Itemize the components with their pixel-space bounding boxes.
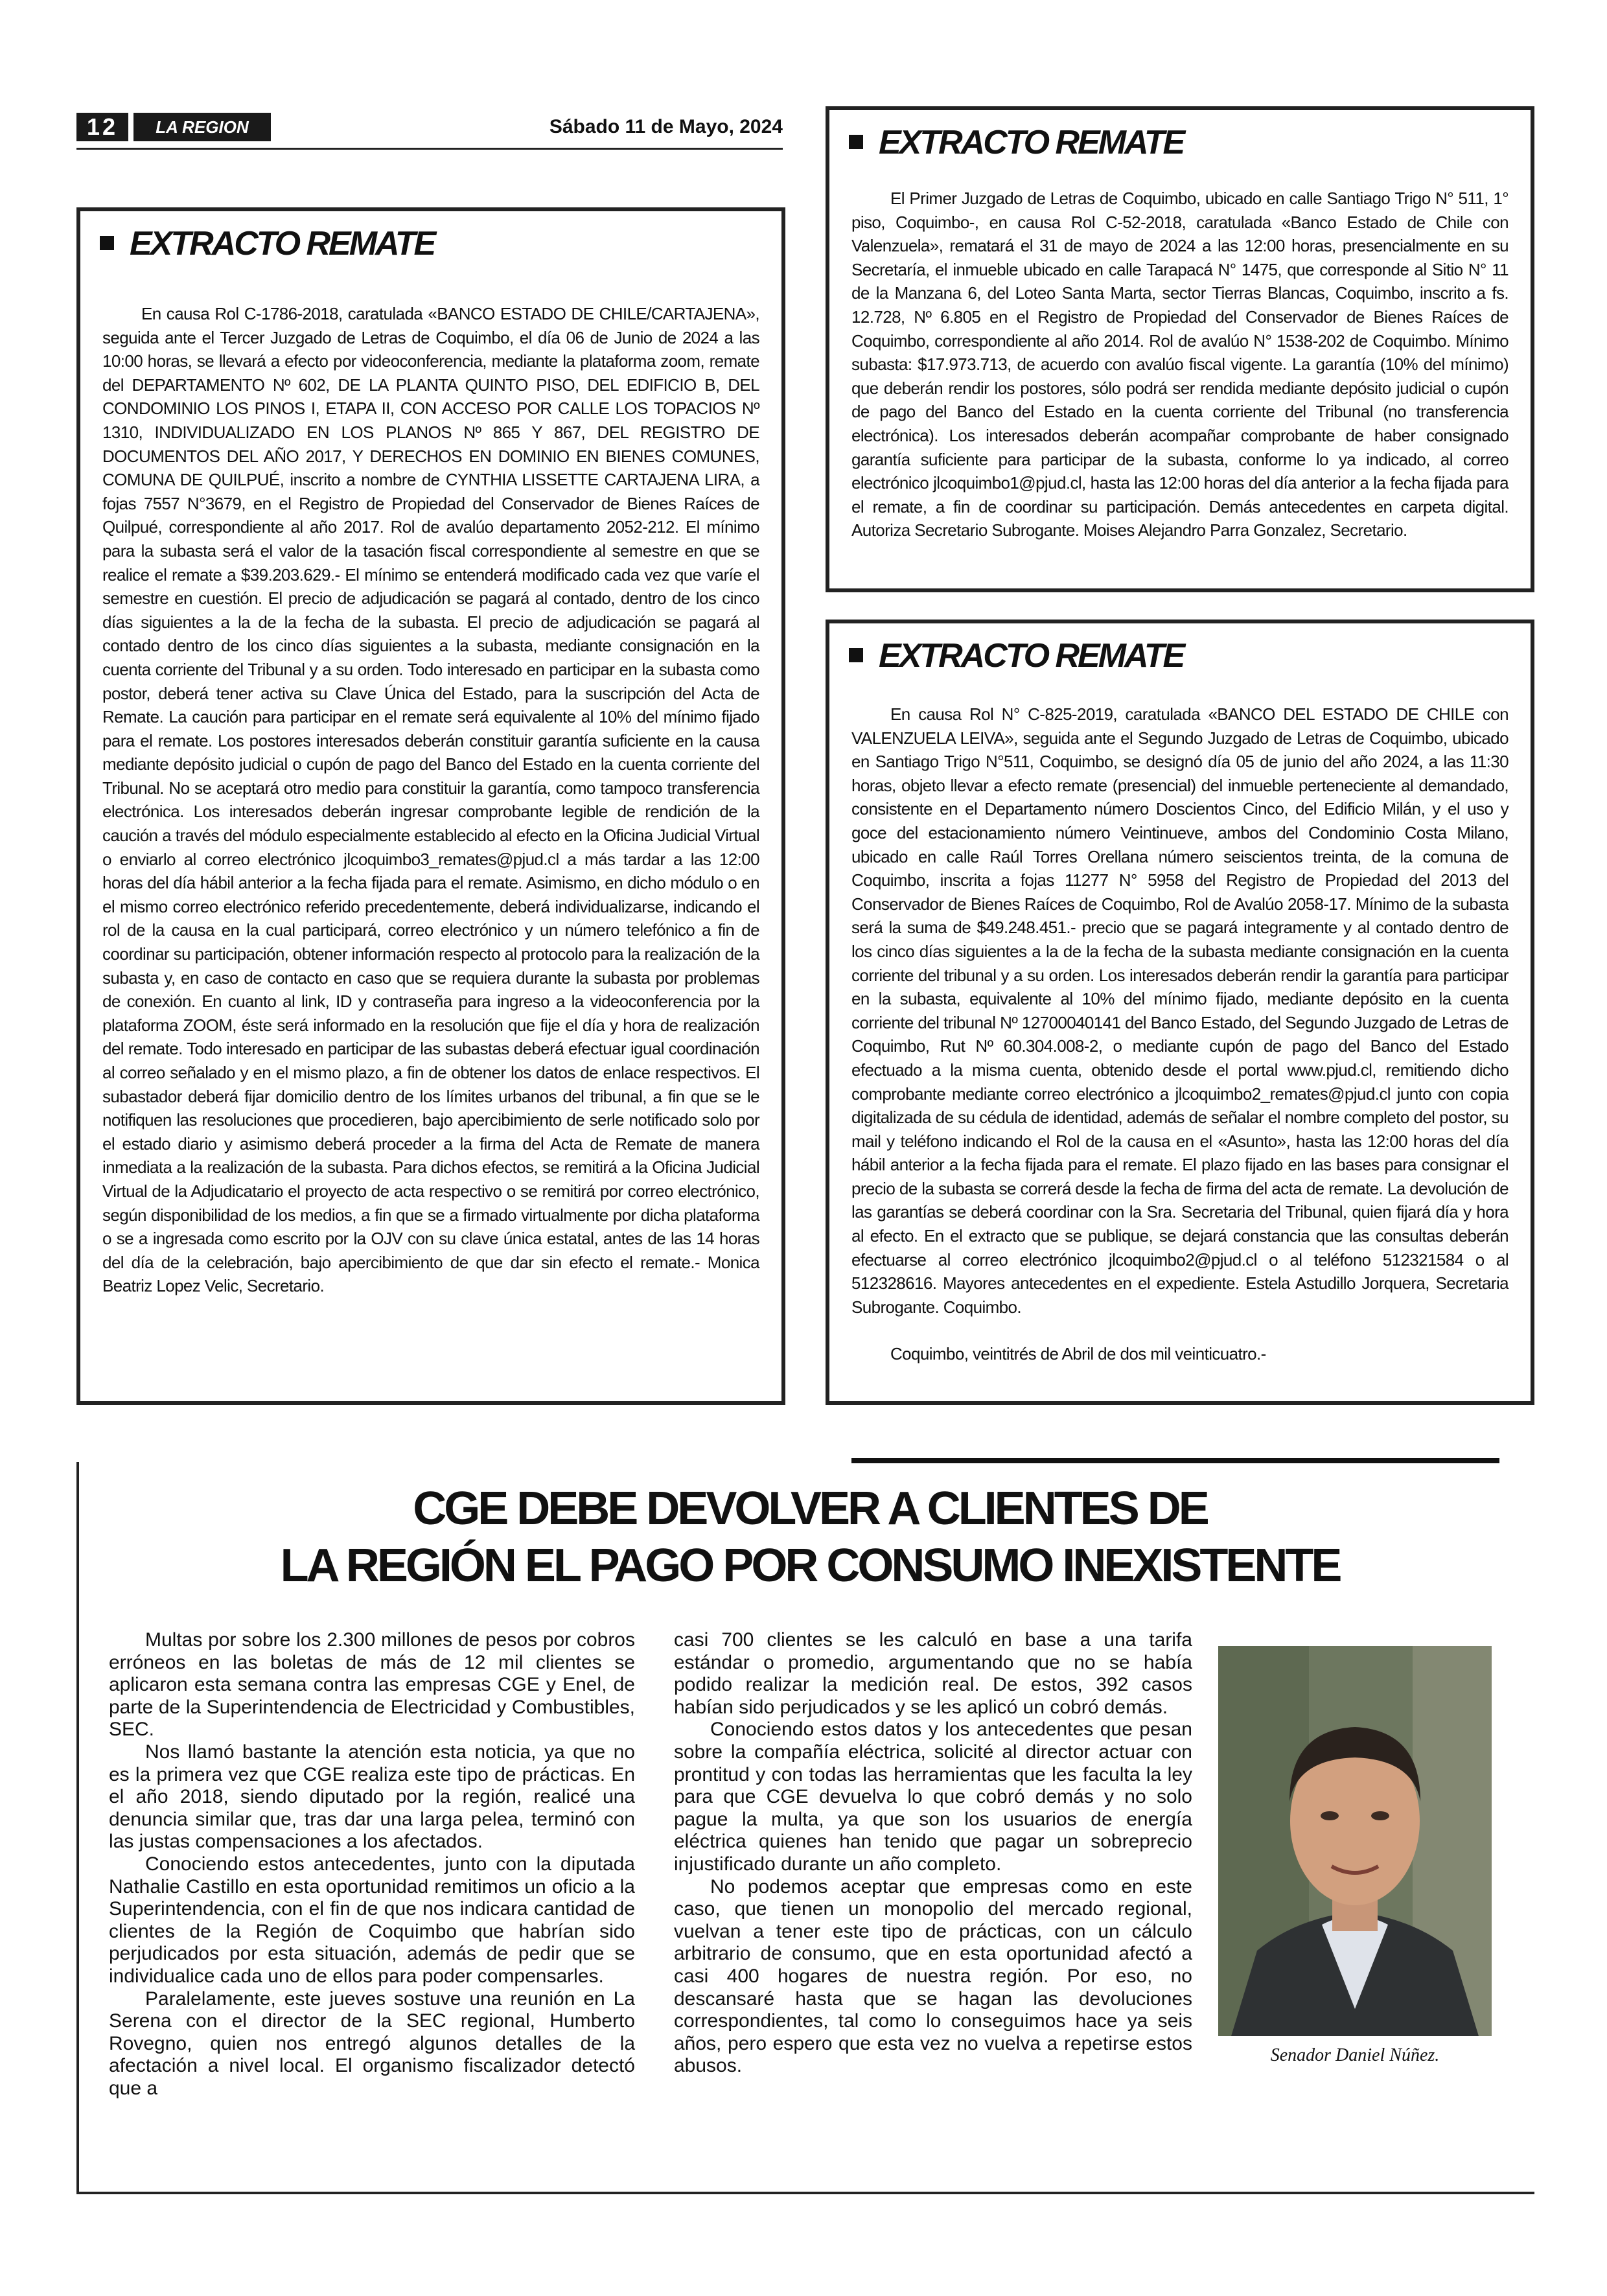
notice-remate-1	[76, 207, 785, 1405]
notice-body	[851, 187, 1509, 542]
notice-remate-3	[826, 620, 1534, 1405]
notice-paragraph: El Primer Juzgado de Letras de Coquimbo, ubicado en calle Santiago Trigo N° 511, 1° piso, Coquimbo-, en causa Rol C-52-2018, caratulada «Banco Estado de Chile con Valenzuela», rematará el 31 de mayo de 2024 a las 12:00 horas, presencialmente en su Secretaría, el inmueble ubicado en calle Tarapacá N° 1475, que corresponde al Sitio N° 11 de la Manzana 6, del Loteo Santa Marta, sector Tierras Blancas, Coquimbo, inscrito a fs. 12.728, Nº 6.805 en el Registro de Propiedad del Conservador de Bienes Raíces de Coquimbo, correspondiente al año 2014. Rol de avalúo N° 1538-202 de Coquimbo. Mínimo subasta: $17.973.713, de acuerdo con avalúo fiscal vigente. La garantía (10% del mínimo) que deberán rendir los postores, sólo podrá ser rendida mediante depósito judicial o cupón de pago del Banco del Estado en la cuenta corriente del Tribunal (no transferencia electrónica). Los interesados deberán acompañar comprobante de haber consignado garantía suficiente para participar de la subasta, conforme lo ya indicado, al correo electrónico jlcoquimbo1@pjud.cl, hasta las 12:00 horas del día anterior a la fecha fijada para el remate, a fin de coordinar su participación. Demás antecedentes en carpeta digital. Autoriza Secretario Subrogante. Moises Alejandro Parra Gonzalez, Secretario.	[851, 189, 1509, 540]
notice-title: EXTRACTO REMATE	[130, 225, 435, 262]
article-paragraph: Paralelamente, este jueves sostuve una reunión en La Serena con el director de la SEC regional, Humberto Rovegno, quien nos entregó algunos detalles de la afectación a nivel local. El organismo fiscalizador detectó que a	[109, 1988, 635, 2099]
square-bullet-icon	[849, 135, 863, 149]
notice-paragraph: En causa Rol C-1786-2018, caratulada «BANCO ESTADO DE CHILE/CARTAJENA», seguida ante el Tercer Juzgado de Letras de Coquimbo, el día 06 de Junio de 2024 a las 10:00 horas, se llevará a efecto por videoconferencia, mediante la plataforma zoom, remate del DEPARTAMENTO Nº 602, DE LA PLANTA QUINTO PISO, DEL EDIFICIO B, DEL CONDOMINIO LOS PINOS I, ETAPA II, CON ACCESO POR CALLE LOS TOPACIOS Nº 1310, INDIVIDUALIZADO EN LOS PLANOS Nº 865 Y 867, DEL REGISTRO DE DOCUMENTOS DEL AÑO 2017, Y DERECHOS EN DOMINIO EN BIENES COMUNES, COMUNA DE QUILPUÉ, inscrito a nombre de CYNTHIA LISSETTE CARTAJENA LIRA, a fojas 7557 N°3679, en el Registro de Propiedad del Conservador de Bienes Raíces de Quilpué, correspondiente al año 2017. Rol de avalúo departamento 2052-212. El mínimo para la subasta será el valor de la tasación fiscal correspondiente al semestre en que se realice el remate a $39.203.629.- El mínimo se entenderá modificado cada vez que varíe el semestre en cuestión. El precio de adjudicación se pagará al contado, dentro de los cinco días siguientes a la de la fecha de la subasta. El precio de adjudicación se pagará al contado dentro de los cinco días siguientes a la subasta, mediante consignación en la cuenta corriente del Tribunal y a su orden. Todo interesado en participar en la subasta como postor, deberá tener activa su Clave Única del Estado, para la suscripción del Acta de Remate. La caución para participar en el remate será equivalente al 10% del mínimo fijado para el remate. Los postores interesados deberán constituir garantía suficiente en la causa mediante depósito judicial o cupón de pago del Banco del Estado en la cuenta corriente del Tribunal. No se aceptará otro medio para constituir la garantía, como tampoco transferencia electrónica. Los interesados deberán ingresar comprobante legible de rendición de la caución a través del módulo especialmente establecido al efecto en la Oficina Judicial Virtual o enviarlo al correo electrónico jlcoquimbo3_remates@pjud.cl a más tardar a las 12:00 horas del día hábil anterior a la fecha fijada para el remate. Asimismo, en dicho módulo o en el mismo correo electrónico referido precedentemente, deberá individualizarse, indicando el rol de la causa en la cual participará, correo electrónico y un número telefónico a fin de coordinar su participación, obtener información respecto al protocolo para la realización de la subasta y, en caso de contacto en caso que se requiera durante la subasta por problemas de conexión. En cuanto al link, ID y contraseña para ingreso a la videoconferencia por la plataforma ZOOM, éste será informado en la resolución que fije el día y hora de realización del remate. Todo interesado en participar de las subastas deberá efectuar igual coordinación al correo señalado y en el mismo plazo, a fin de obtener los datos de enlace respectivos. El subastador deberá fijar domicilio dentro de los límites urbanos del tribunal, a fin que se le notifiquen las resoluciones que procedieren, bajo apercibimiento de serle notificado solo por el estado diario y asimismo deberá proceder a la firma del Acta de Remate de manera inmediata a la realización de la subasta. Para dichos efectos, se remitirá a la Oficina Judicial Virtual de la Adjudicatario el proyecto de acta respectivo o se remitirá por correo electrónico, según disponibilidad de los medios, a fin que se a firmado virtualmente por dicha plataforma o se a ingresada como escrito por la OJV con su clave única estatal, antes de las 14 horas del día de la celebración, bajo apercibimiento de que dar sin efecto el remate.- Monica Beatriz Lopez Velic, Secretario.	[102, 304, 759, 1296]
author-photo	[1218, 1646, 1492, 2036]
photo-caption: Senador Daniel Núñez.	[1270, 2045, 1440, 2065]
article-paragraph: Conociendo estos datos y los antecedentes que pesan sobre la compañía eléctrica, solicité al director actuar con prontitud y con todas las herramientas que les faculta la ley para que CGE devuelva lo que cobró demás y no solo pague la multa, ya que son los usuarios de energía eléctrica quienes han tenido que pagar un sobreprecio injustificado durante un año completo.	[674, 1719, 1192, 1875]
article-paragraph: Multas por sobre los 2.300 millones de pesos por cobros erróneos en las boletas de más de 12 mil clientes se aplicaron esta semana contra las empresas CGE y Enel, de parte de la Superintendencia de Electricidad y Combustibles, SEC.	[109, 1629, 635, 1741]
article-column-1	[109, 1629, 635, 2100]
notice-body	[102, 302, 759, 1298]
notice-title: EXTRACTO REMATE	[879, 124, 1184, 161]
notice-closing: Coquimbo, veintitrés de Abril de dos mil veinticuatro.-	[890, 1344, 1266, 1364]
article-headline	[104, 1480, 1516, 1594]
page-number: 12	[76, 113, 128, 141]
headline-line-2: LA REGIÓN EL PAGO POR CONSUMO INEXISTENTE	[280, 1540, 1340, 1592]
article-paragraph: Nos llamó bastante la atención esta noticia, ya que no es la primera vez que CGE realiza este tipo de prácticas. En el año 2018, siendo diputado por la región, realicé una denuncia similar que, tras dar una larga pelea, terminó con las justas compensaciones a los afectados.	[109, 1741, 635, 1853]
notice-remate-2	[826, 106, 1534, 592]
notice-title-bar	[80, 211, 781, 276]
article-paragraph: No podemos aceptar que empresas como en este caso, que tienen un monopolio del mercado regional, vuelvan a tener este tipo de prácticas, con un cálculo arbitrario de consumo, que en esta oportunidad afectó a casi 400 hogares de nuestra región. Por eso, no descansaré hasta que se hagan las devoluciones correspondientes, tal como lo conseguimos hace ya seis años, pero espero que esta vez no vuelva a repetirse estos abusos.	[674, 1875, 1192, 2077]
notice-title-bar	[829, 623, 1531, 688]
issue-date: Sábado 11 de Mayo, 2024	[549, 116, 783, 137]
headline-line-1: CGE DEBE DEVOLVER A CLIENTES DE	[413, 1483, 1207, 1535]
article-paragraph: Conociendo estos antecedentes, junto con la diputada Nathalie Castillo en esta oportunidad remitimos un oficio a la Superintendencia, con el fin de que nos indicara cantidad de clientes de la Región de Coquimbo que habrían sido perjudicados por esta situación, además de pedir que se individualice cada uno de ellos para poder compensarles.	[109, 1853, 635, 1987]
article-paragraph: casi 700 clientes se les calculó en base a una tarifa estándar o promedio, argumentando que no se había podido realizar la medición real. De estos, 392 casos habían sido perjudicados y se les aplicó un cobró demás.	[674, 1629, 1192, 1718]
notice-title: EXTRACTO REMATE	[879, 637, 1184, 675]
portrait-illustration	[1218, 1646, 1492, 2036]
article-column-2	[674, 1629, 1192, 2078]
square-bullet-icon	[849, 648, 863, 662]
notice-paragraph: En causa Rol N° C-825-2019, caratulada «BANCO DEL ESTADO DE CHILE con VALENZUELA LEIVA», seguida ante el Segundo Juzgado de Letras de Coquimbo, ubicado en Santiago Trigo N°511, Coquimbo, se designó día 05 de junio del año 2024, a las 11:30 horas, objeto llevar a efecto remate (presencial) del inmueble perteneciente al demandado, consistente en el Departamento número Doscientos Cinco, del Edificio Milán, y el uso y goce del estacionamiento número Veintinueve, ambos del Condominio Costa Milano, ubicado en calle Raúl Torres Orellana número seiscientos treinta, de la comuna de Coquimbo, inscrita a fojas 11277 N° 5958 del Registro de Propiedad del 2013 del Conservador de Bienes Raíces de Coquimbo, Rol de Avalúo 2058-17. Mínimo de la subasta será la suma de $49.248.451.- precio que se pagará integramente y al contado dentro de los cinco días siguientes a la de la fecha de la subasta mediante consignación en la cuenta corriente del tribunal y a su orden. Los interesados deberán rendir la garantía para participar en la subasta, equivalente al 10% del mínimo fijado, mediante depósito en la cuenta corriente del tribunal Nº 12700040141 del Banco Estado, del Segundo Juzgado de Letras de Coquimbo, Rut Nº 60.304.008-2, o mediante cupón de pago del Banco del Estado efectuado a la misma cuenta, obtenido desde el portal www.pjud.cl, remitiendo dicho comprobante mediante correo electrónico a jlcoquimbo2_remates@pjud.cl junto con copia digitalizada de su cédula de identidad, además de señalar el nombre completo del postor, su mail y teléfono indicando el Rol de la causa en el «Asunto», hasta las 12:00 horas del día hábil anterior a la fecha fijada para el remate. El plazo fijado en las bases para consignar el precio de la subasta se correrá desde la fecha de firma del acta de remate. La devolución de las garantías se deberá coordinar con la Sra. Secretaria del Tribunal, quien fijará día y hora al efecto. En el extracto que se publique, se dejará constancia que las consultas deberán efectuarse al correo electrónico jlcoquimbo2@pjud.cl o al teléfono 512321584 o al 512328616. Mayores antecedentes en el expediente. Estela Astudillo Jorquera, Secretaria Subrogante. Coquimbo.	[851, 704, 1509, 1317]
header-rule	[76, 148, 783, 150]
square-bullet-icon	[100, 236, 114, 250]
notice-body	[851, 702, 1509, 1366]
newspaper-logo: LA REGION	[133, 113, 271, 141]
notice-title-bar	[829, 110, 1531, 175]
